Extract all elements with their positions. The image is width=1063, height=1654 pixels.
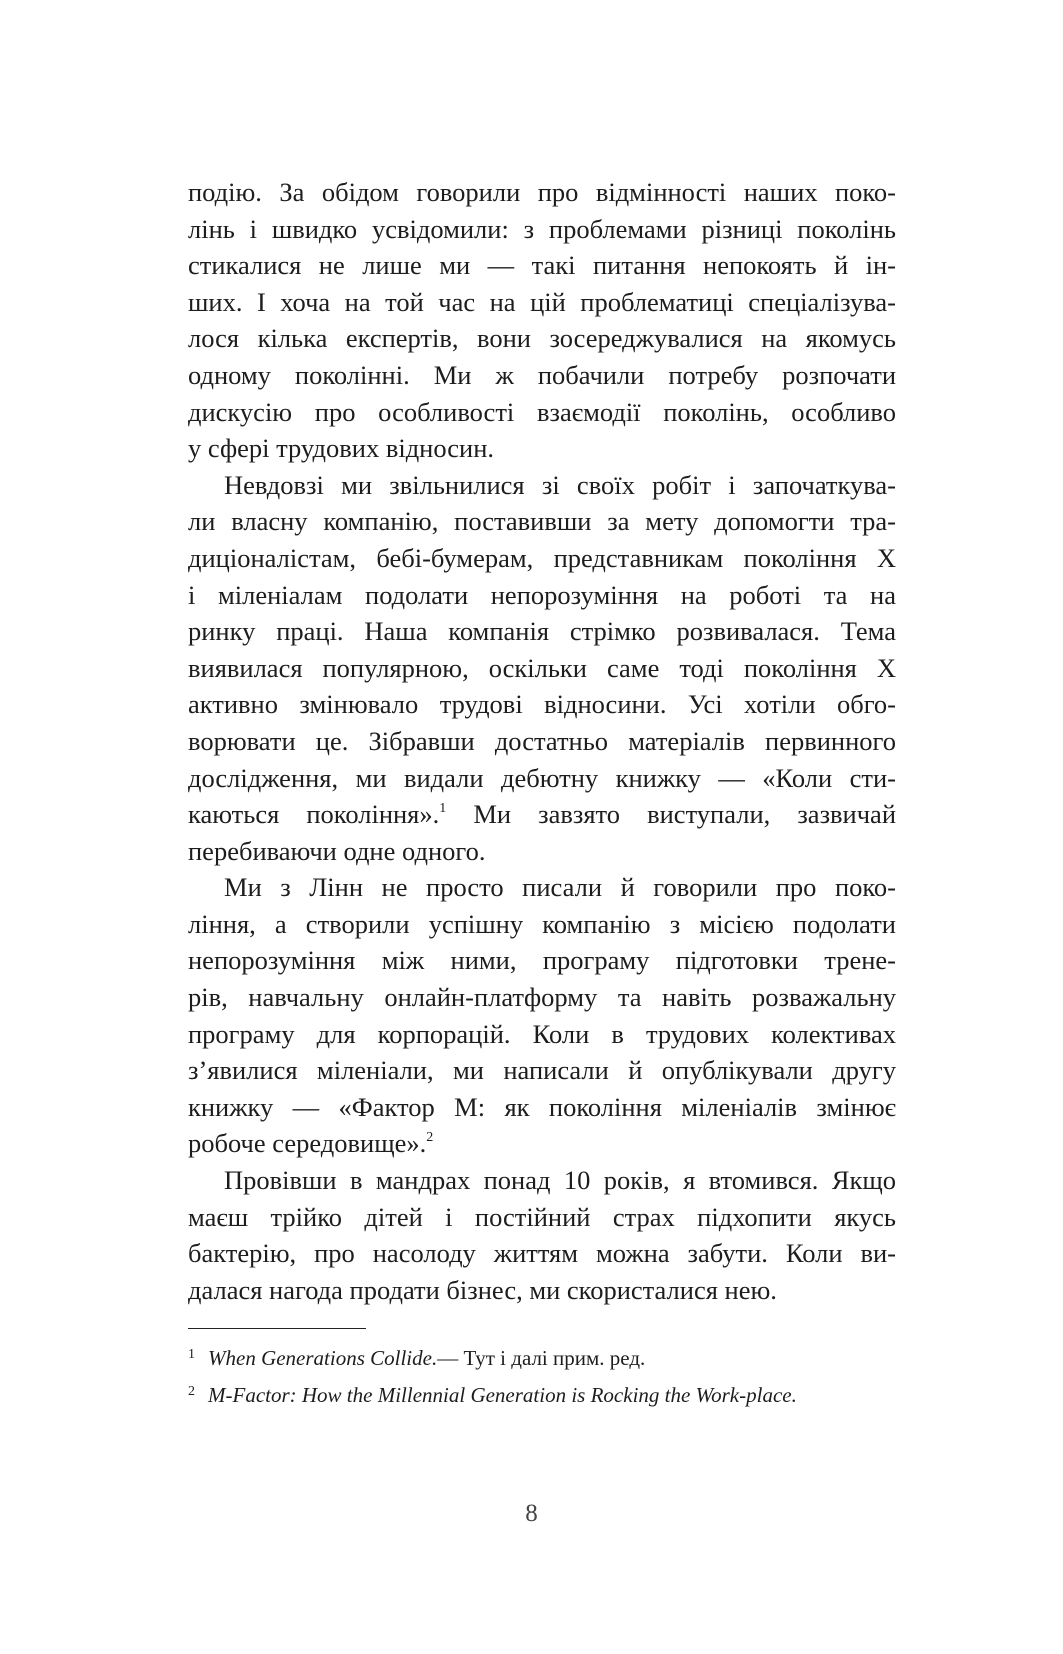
text-line: ших. І хоча на той час на цій проблематиці спеціалізува-: [188, 286, 896, 317]
text-line: ління, а створили успішну компанію з місією подолати: [188, 908, 896, 939]
paragraph: [188, 174, 896, 467]
text-line: Ми з Лінн не просто писали й говорили про поко-: [224, 872, 896, 903]
text-line: лося кілька експертів, вони зосереджувалися на якомусь: [188, 323, 896, 354]
footnote-number: 2: [188, 1384, 195, 1399]
body-text: [188, 174, 896, 1308]
page-number: 8: [525, 1500, 538, 1527]
footnote-divider: [188, 1328, 366, 1329]
footnote: [188, 1338, 908, 1375]
text-line: ринку праці. Наша компанія стрімко розвивалася. Тема: [188, 616, 896, 647]
text-line: далася нагода продати бізнес, ми скористалися нею.: [188, 1274, 777, 1305]
text-line: стикалися не лише ми — такі питання непокоять й ін-: [188, 250, 896, 281]
text-line: книжку — «Фактор М: як покоління міленіалів змінює: [188, 1091, 896, 1122]
text-line: і міленіалам подолати непорозуміння на роботі та на: [188, 579, 896, 610]
text-line: програму для корпорацій. Коли в трудових колективах: [188, 1018, 896, 1049]
text-line: непорозуміння між ними, програму підготовки трене-: [188, 945, 896, 976]
text-line: виявилася популярною, оскільки саме тоді покоління Х: [188, 652, 896, 683]
text-line: ли власну компанію, поставивши за мету допомогти тра-: [188, 506, 896, 537]
text-line: каються покоління».$^1$ Ми завзято виступали, зазвичай: [188, 799, 896, 830]
paragraph: [188, 467, 896, 870]
footnote: [188, 1375, 908, 1412]
text-line: у сфері трудових відносин.: [188, 433, 495, 464]
text-line: Провівши в мандрах понад 10 років, я втомився. Якщо: [224, 1165, 896, 1196]
text-line: одному поколінні. Ми ж побачили потребу розпочати: [188, 359, 896, 390]
paragraph: [188, 1162, 896, 1308]
text-line: з’явилися міленіали, ми написали й опублікували другу: [188, 1055, 896, 1086]
footnote-ref[interactable]: 2: [426, 1130, 434, 1146]
footnote-ref[interactable]: 1: [439, 801, 447, 817]
text-line: робоче середовище».$^2$: [188, 1128, 434, 1159]
text-line: бактерію, про насолоду життям можна забути. Коли ви-: [188, 1238, 896, 1269]
footnote-number: 1: [188, 1347, 195, 1362]
text-line: дискусію про особливості взаємодії поколінь, особливо: [188, 396, 896, 427]
text-line: рів, навчальну онлайн-платформу та навіть розважальну: [188, 982, 896, 1013]
text-line: Невдовзі ми звільнилися зі своїх робіт і започаткува-: [224, 469, 896, 500]
text-line: ворювати це. Зібравши достатньо матеріалів первинного: [188, 725, 896, 756]
text-line: маєш трійко дітей і постійний страх підхопити якусь: [188, 1201, 896, 1232]
footnote-title: When Generations Collide.: [208, 1346, 438, 1370]
footnote-title: M-Factor: How the Millennial Generation is Rocking the Work-place.: [208, 1383, 797, 1407]
text-line: лінь і швидко усвідомили: з проблемами різниці поколінь: [188, 213, 896, 244]
text-line: перебиваючи одне одного.: [188, 835, 486, 866]
footnote-note: — Тут і далі прим. ред.: [437, 1346, 646, 1370]
footnotes: [188, 1338, 908, 1412]
text-line: активно змінювало трудові відносини. Усі хотіли обго-: [188, 689, 896, 720]
text-line: диціоналістам, бебі-бумерам, представникам покоління Х: [188, 542, 896, 573]
text-line: подію. За обідом говорили про відмінності наших поко-: [188, 177, 896, 207]
text-line: дослідження, ми видали дебютну книжку — «Коли сти-: [188, 762, 896, 793]
paragraph: [188, 869, 896, 1162]
